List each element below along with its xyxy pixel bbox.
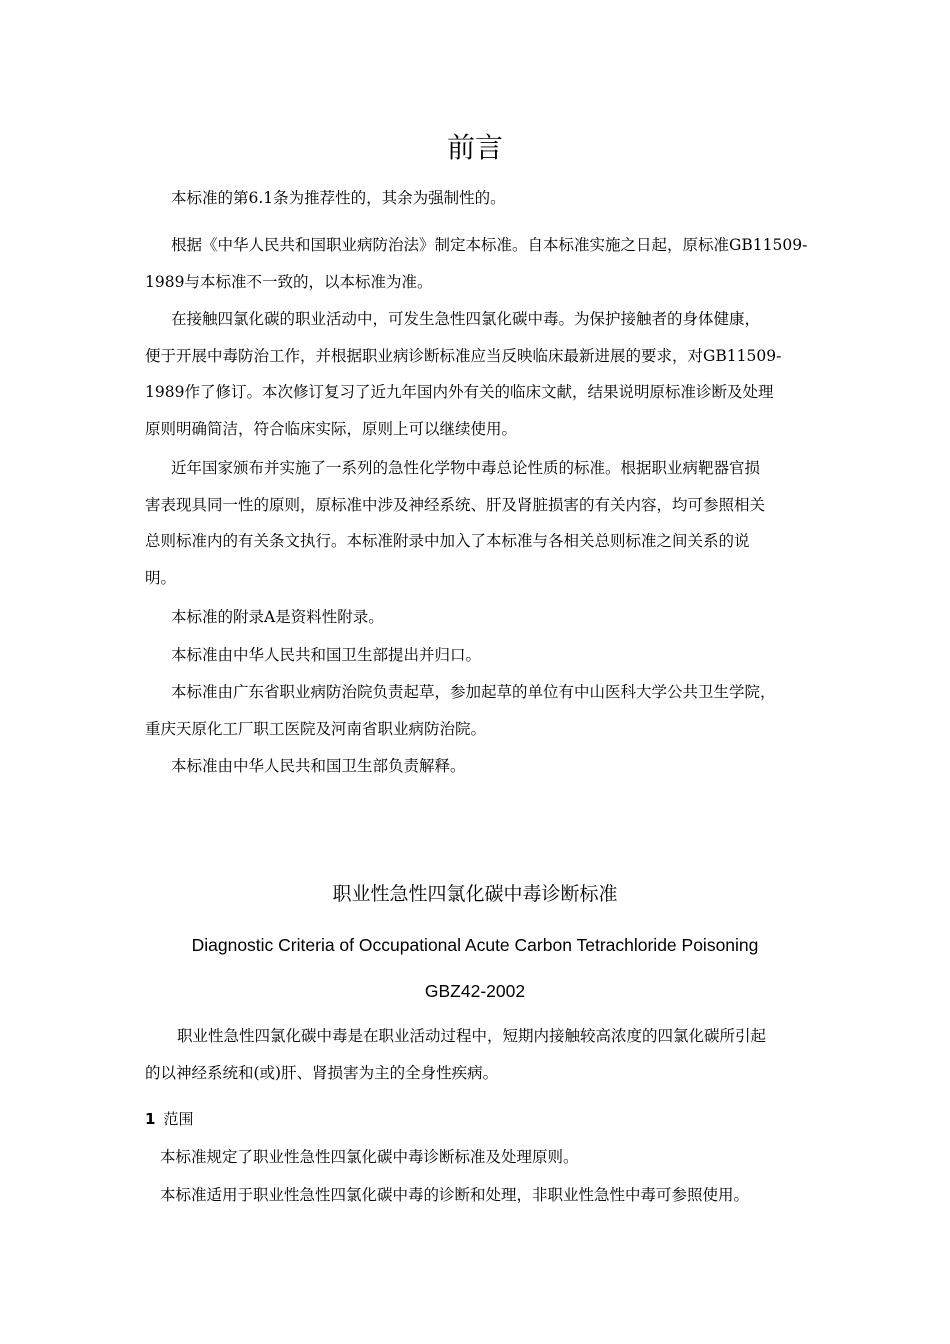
standard-intro [145,1018,807,1092]
preface-paragraph [145,748,807,785]
paragraph-line: 1989作了修订。本次修订复习了近九年国内外有关的临床文献，结果说明原标准诊断及处理 [145,383,774,402]
paragraph-line: 本标准的附录A是资料性附录。 [171,608,384,626]
paragraph-line: 原则明确简洁，符合临床实际，原则上可以继续使用。 [145,420,518,439]
preface-paragraph [145,450,807,597]
preface-paragraph [145,227,807,300]
section-title: 范围 [163,1110,194,1128]
section-number: 1 [145,1110,156,1128]
paragraph-line: 害表现具同一性的原则，原标准中涉及神经系统、肝及肾脏损害的有关内容，均可参照相关 [145,495,766,514]
section-paragraph: 本标准适用于职业性急性四氯化碳中毒的诊断和处理，非职业性急性中毒可参照使用。 [160,1186,750,1204]
standard-english-title: Diagnostic Criteria of Occupational Acute Carbon Tetrachloride Poisoning [191,935,759,955]
paragraph-line: 明。 [145,569,177,588]
section-heading [145,1104,193,1134]
paragraph-line: 本标准由中华人民共和国卫生部负责解释。 [171,757,466,775]
preface-paragraph [145,180,807,217]
paragraph-line: 根据《中华人民共和国职业病防治法》制定本标准。自本标准实施之日起，原标准GB11509- [171,236,808,254]
preface-paragraph [145,599,807,636]
paragraph-line: 重庆天原化工厂职工医院及河南省职业病防治院。 [145,719,487,738]
section-paragraph: 本标准规定了职业性急性四氯化碳中毒诊断标准及处理原则。 [160,1148,579,1166]
intro-line: 的以神经系统和(或)肝、肾损害为主的全身性疾病。 [145,1064,499,1082]
preface-paragraph [145,637,807,674]
paragraph-line: 1989与本标准不一致的，以本标准为准。 [145,272,433,291]
paragraph-line: 便于开展中毒防治工作，并根据职业病诊断标准应当反映临床最新进展的要求，对GB11509- [145,346,782,365]
standard-code: GBZ42-2002 [424,981,526,1001]
paragraph-line: 本标准由广东省职业病防治院负责起草，参加起草的单位有中山医科大学公共卫生学院， [171,683,776,701]
standard-title: 职业性急性四氯化碳中毒诊断标准 [332,883,618,905]
paragraph-line: 近年国家颁布并实施了一系列的急性化学物中毒总论性质的标准。根据职业病靶器官损 [171,459,761,477]
preface-paragraph [145,674,807,747]
paragraph-line: 本标准的第6.1条为推荐性的，其余为强制性的。 [171,189,506,207]
preface-title: 前言 [446,131,503,164]
paragraph-line: 在接触四氯化碳的职业活动中，可发生急性四氯化碳中毒。为保护接触者的身体健康， [171,310,761,328]
paragraph-line: 总则标准内的有关条文执行。本标准附录中加入了本标准与各相关总则标准之间关系的说 [145,532,750,551]
intro-line: 职业性急性四氯化碳中毒是在职业活动过程中，短期内接触较高浓度的四氯化碳所引起 [177,1027,767,1045]
paragraph-line: 本标准由中华人民共和国卫生部提出并归口。 [171,646,482,664]
preface-paragraph [145,301,807,448]
